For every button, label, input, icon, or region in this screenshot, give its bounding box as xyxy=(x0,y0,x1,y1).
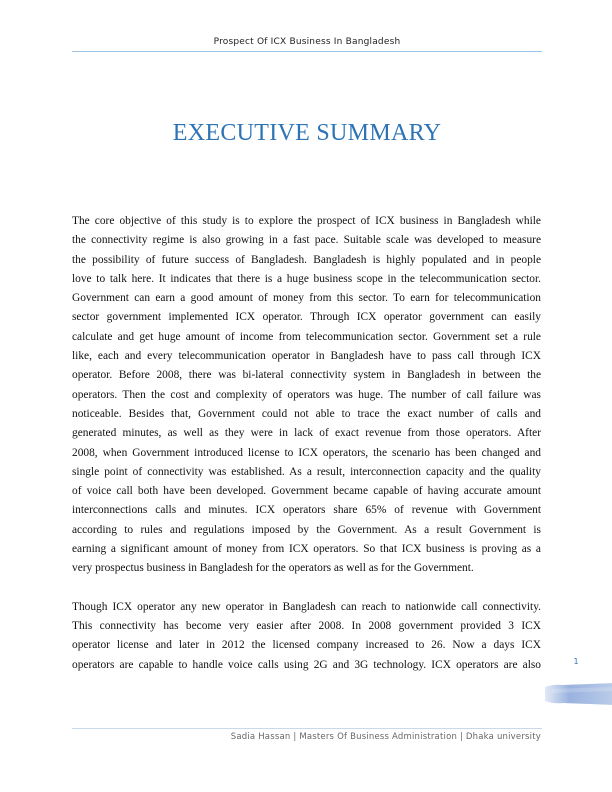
paragraph-1 xyxy=(72,212,541,579)
text-line: operators are capable to handle voice calls using 2G and 3G technology. ICX operators are also xyxy=(72,658,541,671)
text-line: earning a significant amount of money from ICX operators. So that ICX business is proving as a xyxy=(72,543,541,556)
text-line: operators. Then the cost and complexity of operators was huge. The number of call failure was xyxy=(72,388,541,401)
page-tab-decoration xyxy=(545,681,612,707)
page-number: 1 xyxy=(573,657,579,666)
text-line: like, each and every telecommunication operator in Bangladesh have to pass call through ICX xyxy=(72,350,541,363)
text-line: This connectivity has become very easier after 2008. In 2008 government provided 3 ICX xyxy=(72,619,541,632)
text-line: Though ICX operator any new operator in Bangladesh can reach to nationwide call connectivity. xyxy=(72,600,541,613)
text-line: Government can earn a good amount of money from this sector. To earn for telecommunication xyxy=(72,292,541,305)
text-line: noticeable. Besides that, Government could not able to trace the exact number of calls and xyxy=(72,407,541,420)
text-line: the possibility of future success of Bangladesh. Bangladesh is highly populated and in people xyxy=(72,253,541,266)
text-line: generated minutes, as well as they were in lack of exact revenue from those operators. After xyxy=(72,427,541,440)
text-line: 2008, when Government introduced license to ICX operators, the scenario has been changed and xyxy=(72,446,541,459)
text-line: according to rules and regulations imposed by the Government. As a result Government is xyxy=(72,523,541,536)
text-line: of voice call both have been developed. Government became capable of having accurate amount xyxy=(72,485,541,498)
text-line: very prospectus business in Bangladesh for the operators as well as for the Government. xyxy=(72,562,474,575)
page-title: EXECUTIVE SUMMARY xyxy=(172,120,442,146)
text-line: interconnections calls and minutes. ICX operators share 65% of revenue with Government xyxy=(72,504,541,517)
footer-rule xyxy=(72,728,542,729)
text-line: operator license and later in 2012 the licensed company increased to 26. Now a days ICX xyxy=(72,639,541,652)
text-line: the connectivity regime is also growing in a fast pace. Suitable scale was developed to measure xyxy=(72,234,541,247)
running-header: Prospect Of ICX Business In Bangladesh xyxy=(213,37,401,47)
text-line: operator. Before 2008, there was bi-lateral connectivity system in Bangladesh in between the xyxy=(72,369,541,382)
text-line: calculate and get huge amount of income from telecommunication sector. Government set a rule xyxy=(72,330,541,343)
text-line: single point of connectivity was established. As a result, interconnection capacity and the quality xyxy=(72,465,541,478)
header-rule xyxy=(72,51,542,52)
text-line: love to talk here. It indicates that there is a huge business scope in the telecommunication sector. xyxy=(72,272,541,285)
document-body xyxy=(72,212,541,675)
text-line: The core objective of this study is to explore the prospect of ICX business in Bangladesh while xyxy=(72,215,541,227)
running-footer: Sadia Hassan | Masters Of Business Administration | Dhaka university xyxy=(230,732,541,742)
text-line: sector government implemented ICX operator. Through ICX operator government can easily xyxy=(72,311,541,324)
paragraph-2 xyxy=(72,598,541,675)
